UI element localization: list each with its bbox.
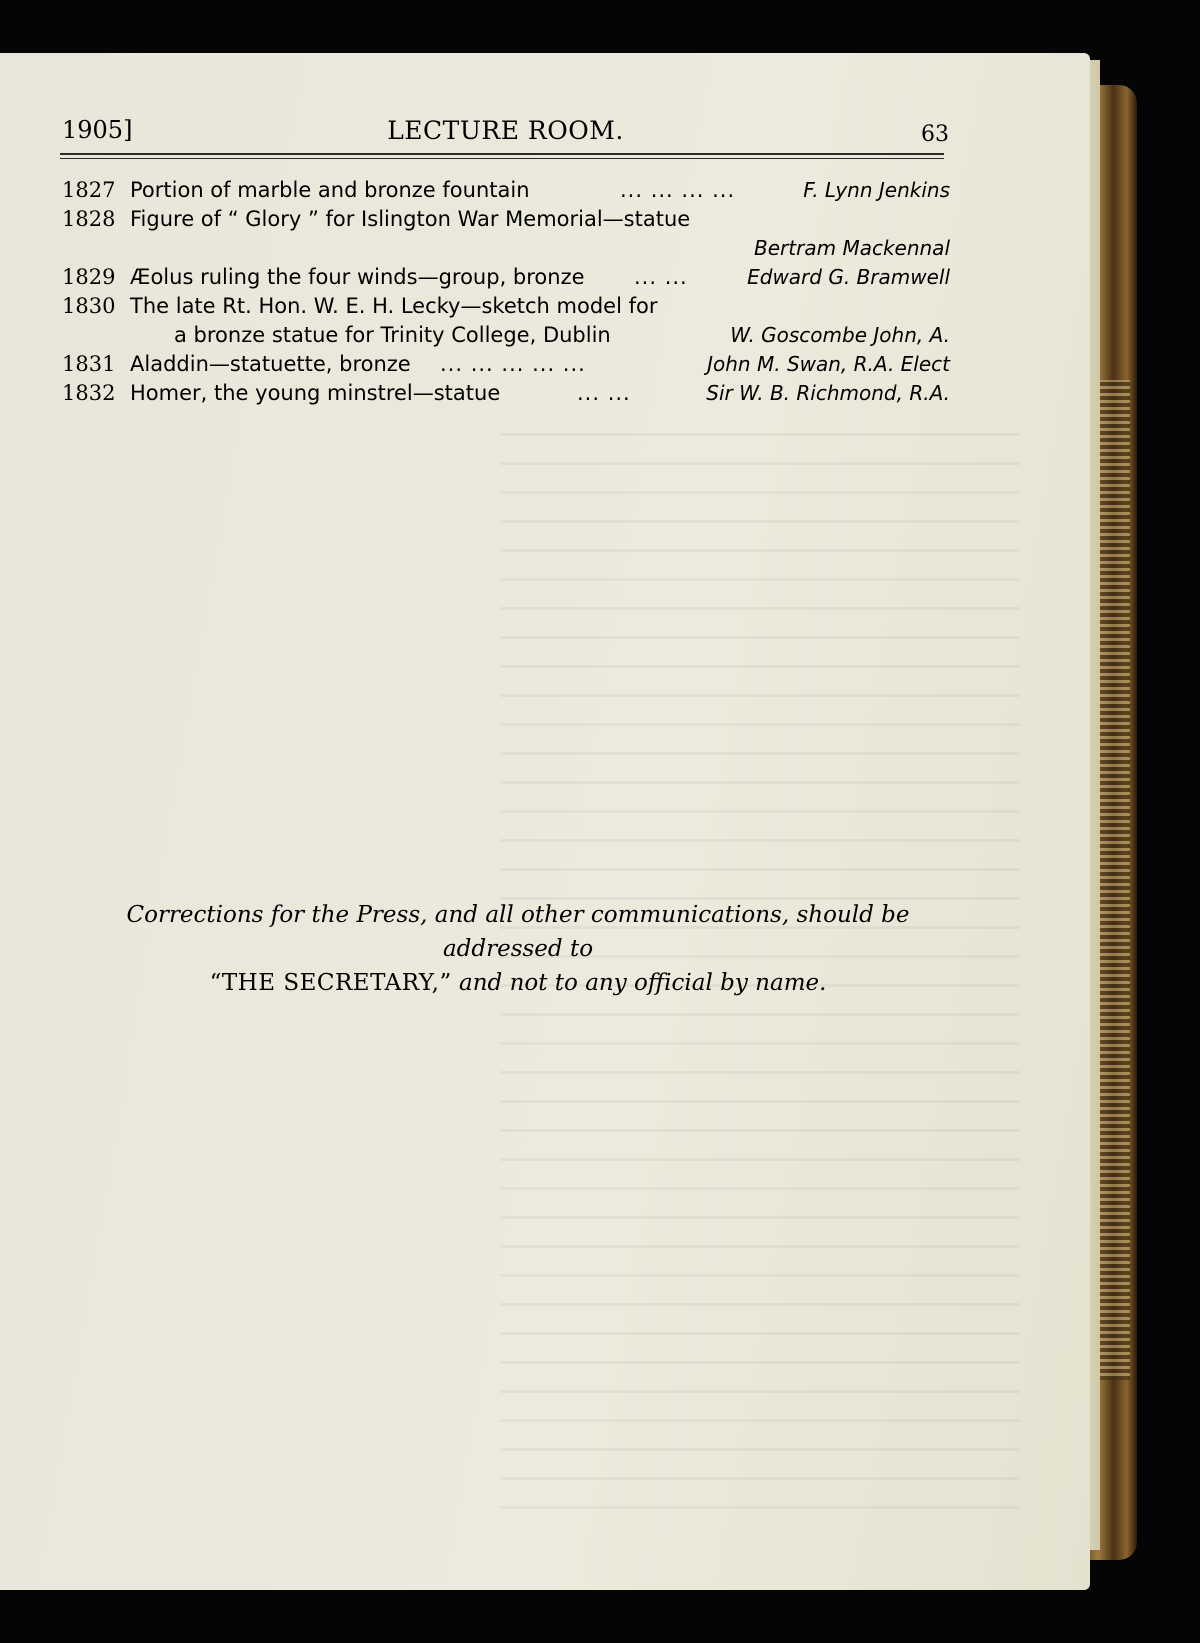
entry-title-continuation: a bronze statue for Trinity College, Dublin: [174, 323, 611, 347]
running-head: [62, 108, 949, 152]
entry-number: 1830: [62, 294, 116, 318]
entry-1831: [62, 350, 950, 379]
entry-title: Figure of “ Glory ” for Islington War Memorial—statue: [130, 207, 691, 231]
entry-artist: Edward G. Bramwell: [747, 265, 950, 289]
entry-title: Portion of marble and bronze fountain: [130, 178, 530, 202]
notice-line-2: and not to any official by name.: [459, 970, 827, 996]
catalogue-entries: [62, 176, 950, 408]
notice-line-1: Corrections for the Press, and all other communications, should be addressed to: [126, 902, 910, 962]
header-year: 1905]: [62, 116, 133, 144]
notice-quote-open: “: [209, 970, 222, 996]
entry-1828: [62, 205, 950, 234]
entry-1830-continuation: [62, 321, 950, 350]
entry-number: 1828: [62, 207, 116, 231]
leader-dots: ... ... ... ...: [620, 178, 736, 202]
entry-number: 1831: [62, 352, 116, 376]
entry-title: Aladdin—statuette, bronze: [130, 352, 411, 376]
entry-1832: [62, 379, 950, 408]
entry-number: 1832: [62, 381, 116, 405]
notice-quote-close: ”: [439, 970, 452, 996]
header-title: LECTURE ROOM.: [387, 116, 624, 145]
entry-artist: Bertram Mackennal: [754, 236, 950, 260]
entry-1830: [62, 292, 950, 321]
entry-artist: Sir W. B. Richmond, R.A.: [706, 381, 950, 405]
header-rule-thin: [60, 158, 944, 159]
entry-title: Æolus ruling the four winds—group, bronze: [130, 265, 585, 289]
leader-dots: ... ...: [577, 381, 631, 405]
header-rule: [60, 153, 944, 155]
entry-artist: W. Goscombe John, A.: [730, 323, 950, 347]
leader-dots: ... ... ... ... ...: [440, 352, 586, 376]
entry-1828-artist-line: [62, 234, 950, 263]
entry-number: 1827: [62, 178, 116, 202]
correspondence-notice: [68, 898, 968, 1000]
page-number: 63: [921, 122, 949, 147]
entry-artist: F. Lynn Jenkins: [803, 178, 950, 202]
leader-dots: ... ...: [634, 265, 688, 289]
entry-1827: [62, 176, 950, 205]
entry-title: The late Rt. Hon. W. E. H. Lecky—sketch model for: [130, 294, 658, 318]
entry-artist: John M. Swan, R.A. Elect: [707, 352, 950, 376]
entry-title: Homer, the young minstrel—statue: [130, 381, 501, 405]
entry-1829: [62, 263, 950, 292]
notice-secretary: THE SECRETARY,: [221, 970, 440, 996]
entry-number: 1829: [62, 265, 116, 289]
